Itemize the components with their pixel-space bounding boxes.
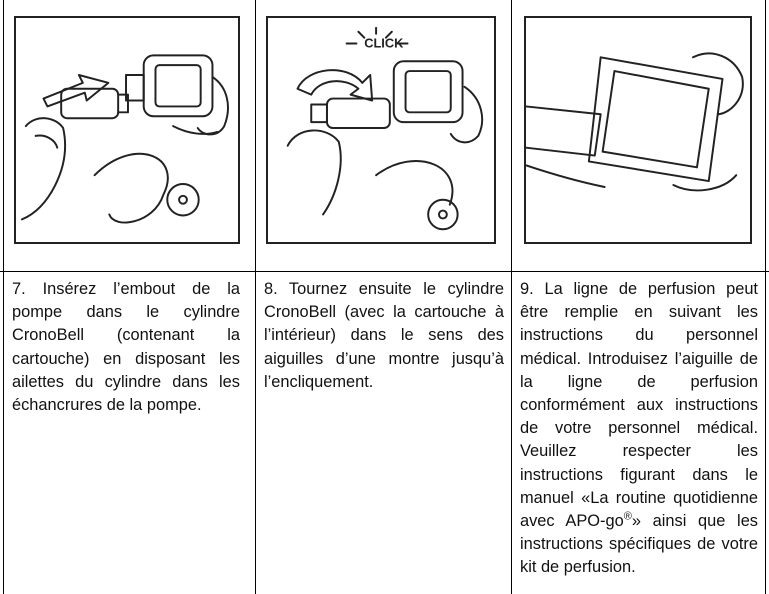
insert-cylinder-drawing — [16, 18, 238, 242]
table-divider-2 — [511, 0, 512, 594]
table-border-left — [3, 0, 4, 594]
registered-mark: ® — [623, 510, 632, 523]
rotate-cylinder-drawing — [268, 18, 494, 242]
step-7-illustration — [14, 16, 240, 244]
step-9-text — [520, 278, 758, 580]
table-border-right — [765, 0, 766, 594]
step-7-text: 7. Insérez l’embout de la pompe dans le cylindre CronoBell (contenant la cartouche) en disposant les ailettes du cylindre dans les échancrures de la pompe. — [12, 280, 240, 415]
table-divider-1 — [255, 0, 256, 594]
step-9-text-main: 9. La ligne de perfusion peut être remplie en suivant les instructions du personnel médical. Introduisez l’aiguille de la ligne de perfusion conformément aux instructions de votre personnel médical. Veuillez respecter les instructions figurant dans le manuel «La routine quotidienne avec APO-go — [520, 280, 758, 531]
table-row-divider — [0, 271, 769, 272]
step-8-text: 8. Tournez ensuite le cylindre CronoBell (avec la cartouche à l’intérieur) dans le sens des aiguilles d’une montre jusqu’à l’encliquement. — [264, 280, 504, 391]
step-9-text-end: » ainsi que les instructions spécifiques de votre kit de perfusion. — [520, 512, 759, 577]
step-9-illustration — [524, 16, 752, 244]
step-8-illustration — [266, 16, 496, 244]
click-label: CLICK — [364, 35, 404, 51]
infusion-line-drawing — [526, 18, 750, 242]
